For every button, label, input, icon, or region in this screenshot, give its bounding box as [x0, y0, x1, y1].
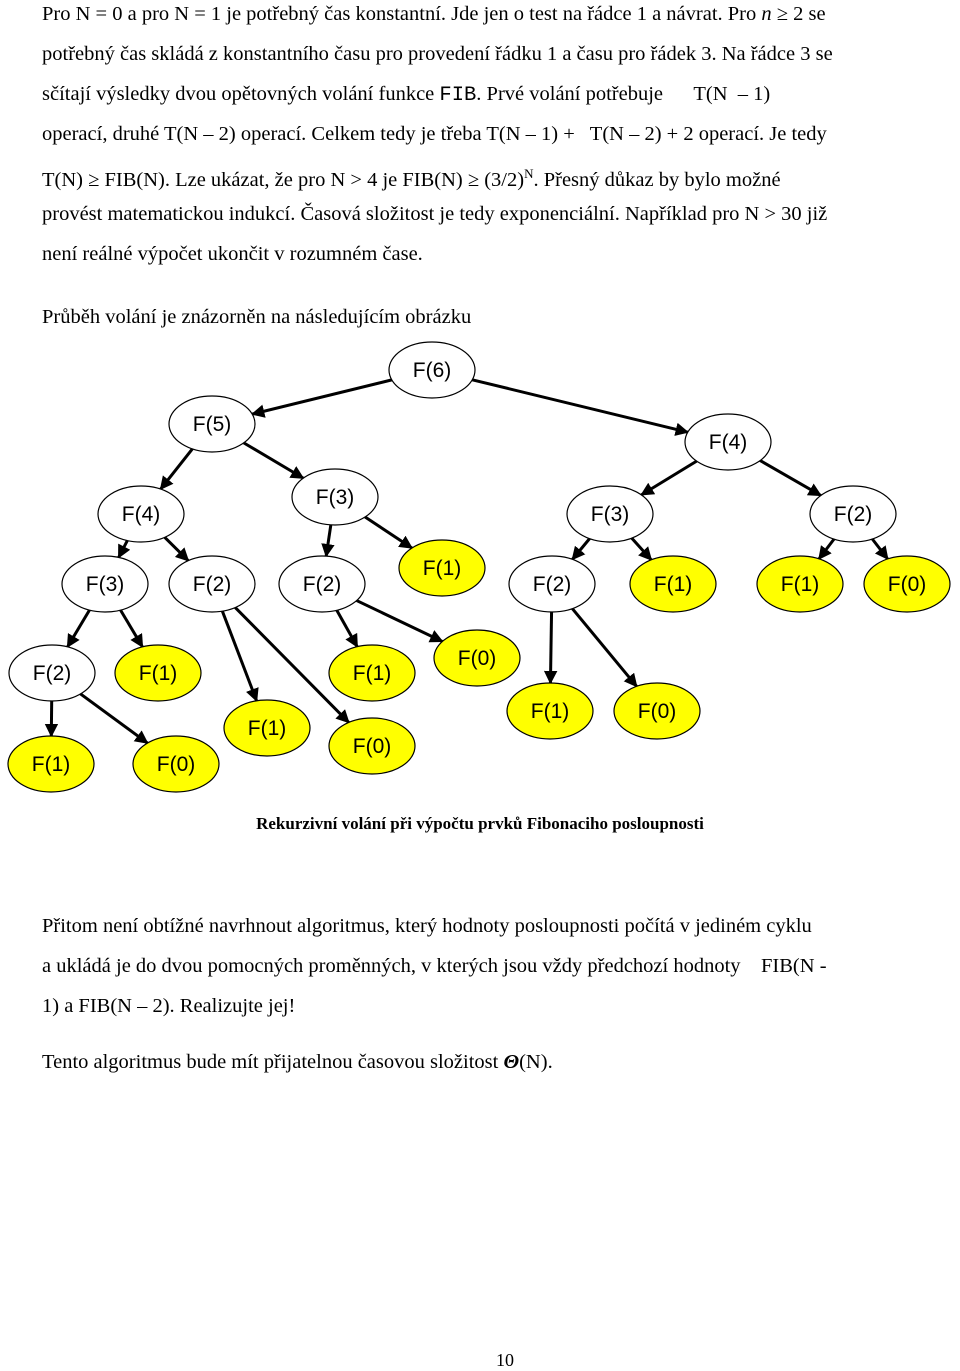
intro-line-1 — [42, 0, 954, 34]
tree-node-n2a — [169, 556, 255, 612]
tree-node-label: F(1) — [247, 717, 287, 740]
tree-node-n2d — [9, 645, 95, 701]
final-text-end: (N). — [519, 1051, 553, 1073]
tree-node-n3m — [292, 469, 378, 525]
tree-edge-n2d-n0e — [81, 694, 148, 743]
tree-edge-n3r-n1b — [632, 538, 652, 560]
tree-node-label: F(1) — [780, 573, 820, 596]
tree-node-n0f — [614, 683, 700, 739]
tree-node-n1d — [115, 645, 201, 701]
tree-node-label: F(2) — [32, 662, 72, 685]
tree-node-n3a — [62, 556, 148, 612]
intro-line-1-text: Pro N = 0 a pro N = 1 je potřebný čas konstantní. Jde jen o test na řádce 1 a návrat. Pro — [42, 3, 762, 25]
intro-line-3-end: . Prvé volání potřebuje T(N – 1) — [476, 83, 771, 105]
figure-caption: Rekurzivní volání při výpočtu prvků Fibonaciho posloupnosti — [256, 814, 704, 833]
tree-node-n0c — [329, 718, 415, 774]
outro-line-3: 1) a FIB(N – 2). Realizujte jej! — [42, 995, 296, 1017]
tree-edge-n5-n4l — [161, 449, 193, 489]
tree-node-n1c — [757, 556, 843, 612]
tree-node-n1h — [507, 683, 593, 739]
intro-line-7: není reálné výpočet ukončit v rozumném čase. — [42, 243, 423, 265]
tree-edge-n4l-n2a — [165, 537, 189, 560]
intro-line-3-text: sčítají výsledky dvou opětovných volání funkce — [42, 83, 440, 105]
outro-line-1: Přitom není obtížné navrhnout algoritmus, který hodnoty posloupnosti počítá v jediném cyklu — [42, 915, 812, 937]
tree-edge-n3m-n2b — [326, 525, 331, 556]
tree-edge-n3m-n1a — [365, 517, 412, 548]
tree-node-n4r — [685, 414, 771, 470]
tree-node-label: F(1) — [352, 662, 392, 685]
fibonacci-call-tree — [0, 330, 960, 800]
tree-node-label: F(1) — [530, 700, 570, 723]
tree-node-label: F(3) — [315, 486, 355, 509]
tree-edge-n6-n4r — [472, 380, 687, 432]
intro-line-2: potřebný čas skládá z konstantního času pro provedení řádku 1 a času pro řádek 3. Na řádce 3 se — [42, 43, 833, 65]
tree-node-label: F(2) — [302, 573, 342, 596]
tree-node-label: F(2) — [532, 573, 572, 596]
tree-node-label: F(3) — [590, 503, 630, 526]
tree-node-n6 — [389, 342, 475, 398]
tree-node-label: F(4) — [121, 503, 161, 526]
final-paragraph — [42, 1042, 954, 1082]
intro-line-5-end: . Přesný důkaz by bylo možné — [533, 168, 781, 191]
final-text: Tento algoritmus bude mít přijatelnou časovou složitost — [42, 1051, 504, 1073]
tree-edge-n4r-n2r — [760, 461, 821, 496]
code-fib: FIB — [439, 84, 477, 107]
intro-line-6: provést matematickou indukcí. Časová složitost je tedy exponenciální. Například pro N > 30 již — [42, 203, 828, 225]
tree-node-label: F(6) — [412, 359, 452, 382]
tree-node-label: F(2) — [192, 573, 232, 596]
tree-node-label: F(2) — [833, 503, 873, 526]
final-line — [42, 1042, 954, 1082]
tree-node-label: F(1) — [31, 753, 71, 776]
tree-node-n1a — [399, 540, 485, 596]
tree-edge-n3a-n1d — [121, 610, 143, 647]
tree-edge-n3a-n2d — [68, 610, 90, 647]
intro-paragraph — [42, 0, 954, 274]
outro-line-2: a ukládá je do dvou pomocných proměnných, v kterých jsou vždy předchozí hodnoty FIB(N - — [42, 955, 827, 977]
intro-line-3 — [42, 74, 954, 114]
intro-line-5-text: T(N) ≥ FIB(N). Lze ukázat, že pro N > 4 je FIB(N) ≥ (3/2) — [42, 168, 525, 191]
tree-node-n2c — [509, 556, 595, 612]
tree-node-n1g — [8, 736, 94, 792]
tree-node-n0b — [434, 630, 520, 686]
tree-node-n0e — [133, 736, 219, 792]
tree-node-label: F(4) — [708, 431, 748, 454]
theta-symbol: Θ — [503, 1051, 520, 1073]
tree-node-n0a — [864, 556, 950, 612]
tree-node-n2r — [810, 486, 896, 542]
figure-intro-text: Průběh volání je znázorněn na následujícím obrázku — [42, 306, 472, 328]
tree-edge-n2r-n1c — [819, 539, 834, 559]
tree-node-label: F(5) — [192, 413, 232, 436]
tree-node-n1f — [224, 700, 310, 756]
intro-line-4: operací, druhé T(N – 2) operací. Celkem tedy je třeba T(N – 1) + T(N – 2) + 2 operací. Je tedy — [42, 123, 827, 145]
tree-node-n1e — [329, 645, 415, 701]
tree-edge-n6-n5 — [252, 380, 392, 414]
tree-node-label: F(0) — [637, 700, 677, 723]
tree-node-label: F(0) — [352, 735, 392, 758]
intro-line-1-end: ≥ 2 se — [771, 3, 826, 25]
tree-edge-n2c-n1h — [550, 612, 551, 683]
tree-edge-n4r-n3r — [641, 461, 696, 495]
tree-edge-n2r-n0a — [872, 539, 887, 559]
intro-line-1-var: n — [761, 3, 772, 25]
tree-edge-n2c-n0f — [572, 609, 636, 687]
tree-edge-n3r-n2c — [572, 539, 589, 560]
exponent-n: N — [524, 166, 534, 181]
tree-node-label: F(3) — [85, 573, 125, 596]
intro-line-5 — [42, 154, 954, 194]
page-number: 10 — [496, 1350, 514, 1370]
tree-node-label: F(1) — [422, 557, 462, 580]
tree-edge-n4l-n3a — [119, 541, 128, 558]
tree-node-label: F(1) — [138, 662, 178, 685]
tree-node-label: F(0) — [156, 753, 196, 776]
tree-node-n1b — [630, 556, 716, 612]
tree-node-label: F(1) — [653, 573, 693, 596]
tree-edge-n2b-n1e — [337, 610, 357, 646]
tree-node-n3r — [567, 486, 653, 542]
tree-node-label: F(0) — [887, 573, 927, 596]
tree-node-label: F(0) — [457, 647, 497, 670]
tree-node-n2b — [279, 556, 365, 612]
outro-paragraph — [42, 906, 954, 1026]
tree-node-n5 — [169, 396, 255, 452]
tree-edge-n2b-n0b — [357, 601, 443, 642]
tree-node-n4l — [98, 486, 184, 542]
tree-edge-n5-n3m — [244, 443, 303, 478]
